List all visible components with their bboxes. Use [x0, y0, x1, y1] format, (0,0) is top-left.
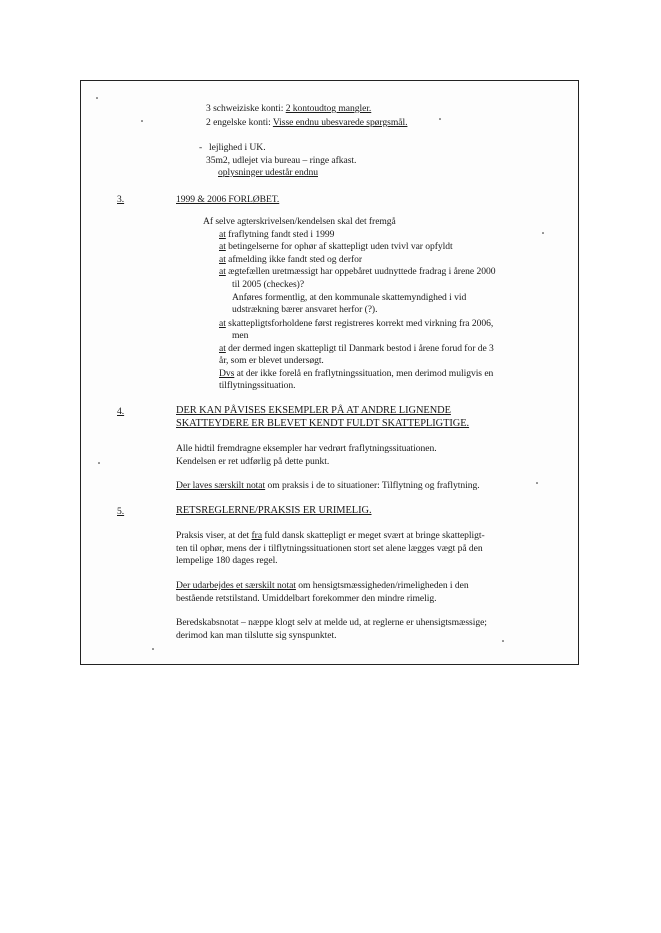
note-text: om praksis i de to situationer: Tilflytning og fraflytning. — [265, 480, 480, 491]
item-text: fraflytning fandt sted i 1999 — [225, 229, 335, 240]
section3-item-cont: udstrækning bærer ansvaret herfor (?). — [232, 304, 378, 315]
p2-link: Der udarbejdes et særskilt notat — [176, 580, 296, 591]
fra-word: fra — [251, 530, 263, 541]
at-word: at — [219, 266, 226, 277]
item-text: skattepligtsforholdene først registreres korrekt med virkning fra 2006, — [225, 318, 494, 329]
section3-dvs-cont: tilflytningssituation. — [219, 380, 296, 391]
section5-heading: RETSREGLERNE/PRAKSIS ER URIMELIG. — [176, 505, 372, 516]
swiss-accounts-label: 3 schweiziske konti: — [206, 103, 286, 114]
section4-para-line2: Kendelsen er ret udførlig på dette punkt. — [176, 456, 330, 467]
p1-text-b: fuld dansk skattepligt er meget svært at bringe skattepligt- — [262, 530, 485, 541]
dvs-text: at der ikke forelå en fraflytningssituation, men derimod muligvis en — [234, 368, 494, 379]
scan-speck — [502, 640, 504, 642]
swiss-accounts-missing: 2 kontoudtog mangler. — [285, 103, 372, 114]
at-word: at — [219, 318, 226, 329]
p1-text-a: Praksis viser, at det — [176, 530, 252, 541]
section3-item — [219, 318, 493, 330]
section5-p1-line2: ten til ophør, mens der i tilflytningssituationen stort set alene lægges vægt på den — [176, 543, 483, 554]
section3-item-cont: år, som er blevet undersøgt. — [219, 355, 324, 366]
at-word: at — [219, 254, 226, 265]
section3-item — [219, 343, 494, 355]
scan-speck — [96, 97, 98, 99]
section3-heading: 1999 & 2006 FORLØBET. — [176, 194, 280, 205]
section3-dvs-line — [219, 368, 493, 380]
section4-para-line1: Alle hidtil fremdragne eksempler har vedrørt fraflytningssituationen. — [176, 443, 437, 454]
item-text: ægtefællen uretmæssigt har oppebåret uudnyttede fradrag i årene 2000 — [225, 266, 496, 277]
section4-note-line — [176, 480, 480, 492]
section4-heading-line1: DER KAN PÅVISES EKSEMPLER PÅ AT ANDRE LIGNENDE — [176, 405, 451, 416]
item-text: betingelserne for ophør af skattepligt uden tvivl var opfyldt — [225, 241, 453, 252]
scan-speck — [439, 118, 441, 120]
apartment-dash: - — [199, 142, 203, 153]
apartment-line3: oplysninger udestår endnu — [218, 167, 318, 178]
at-word: at — [219, 229, 226, 240]
section5-p2-line2: bestående retstilstand. Umiddelbart forekommer den mindre rimelig. — [176, 593, 437, 604]
section3-item — [219, 229, 334, 241]
section3-item-cont: til 2005 (checkes)? — [232, 279, 305, 290]
p2-text: om hensigtsmæssigheden/rimeligheden i den — [295, 580, 469, 591]
swiss-accounts-line — [206, 103, 371, 115]
note-link: Der laves særskilt notat — [176, 480, 266, 491]
section3-item-cont: men — [232, 330, 249, 341]
scan-speck — [536, 482, 538, 484]
section3-number: 3. — [117, 194, 125, 205]
item-text: der dermed ingen skattepligt til Danmark bestod i årene forud for de 3 — [225, 343, 494, 354]
section5-p2-line1 — [176, 580, 469, 592]
at-word: at — [219, 343, 226, 354]
section5-number: 5. — [117, 506, 125, 517]
at-word: at — [219, 241, 226, 252]
section5-p3-line2: derimod kan man tilslutte sig synspunktet. — [176, 630, 337, 641]
apartment-line2: 35m2, udlejet via bureau – ringe afkast. — [206, 155, 357, 166]
scan-speck — [542, 232, 544, 234]
section5-p1-line3: lempelige 180 dages regel. — [176, 555, 278, 566]
dvs-word: Dvs — [219, 368, 235, 379]
section4-heading-line2: SKATTEYDERE ER BLEVET KENDT FULDT SKATTEPLIGTIGE. — [176, 418, 470, 429]
scan-speck — [141, 120, 143, 122]
english-accounts-questions: Visse endnu ubesvarede spørgsmål. — [272, 117, 408, 128]
section3-item-cont: Anføres formentlig, at den kommunale skattemyndighed i vid — [232, 292, 467, 303]
item-text: afmelding ikke fandt sted og derfor — [225, 254, 363, 265]
scan-speck — [152, 648, 154, 650]
section5-p3-line1: Beredskabsnotat – næppe klogt selv at melde ud, at reglerne er uhensigtsmæssige; — [176, 617, 487, 628]
english-accounts-label: 2 engelske konti: — [206, 117, 273, 128]
section3-item — [219, 241, 453, 253]
section5-p1-line1 — [176, 530, 485, 542]
section3-intro: Af selve agterskrivelsen/kendelsen skal det fremgå — [203, 216, 396, 227]
scan-speck — [98, 462, 100, 464]
section4-number: 4. — [117, 406, 125, 417]
section3-item — [219, 254, 362, 266]
apartment-line1: lejlighed i UK. — [209, 142, 266, 153]
section3-item — [219, 266, 495, 278]
english-accounts-line — [206, 117, 407, 129]
